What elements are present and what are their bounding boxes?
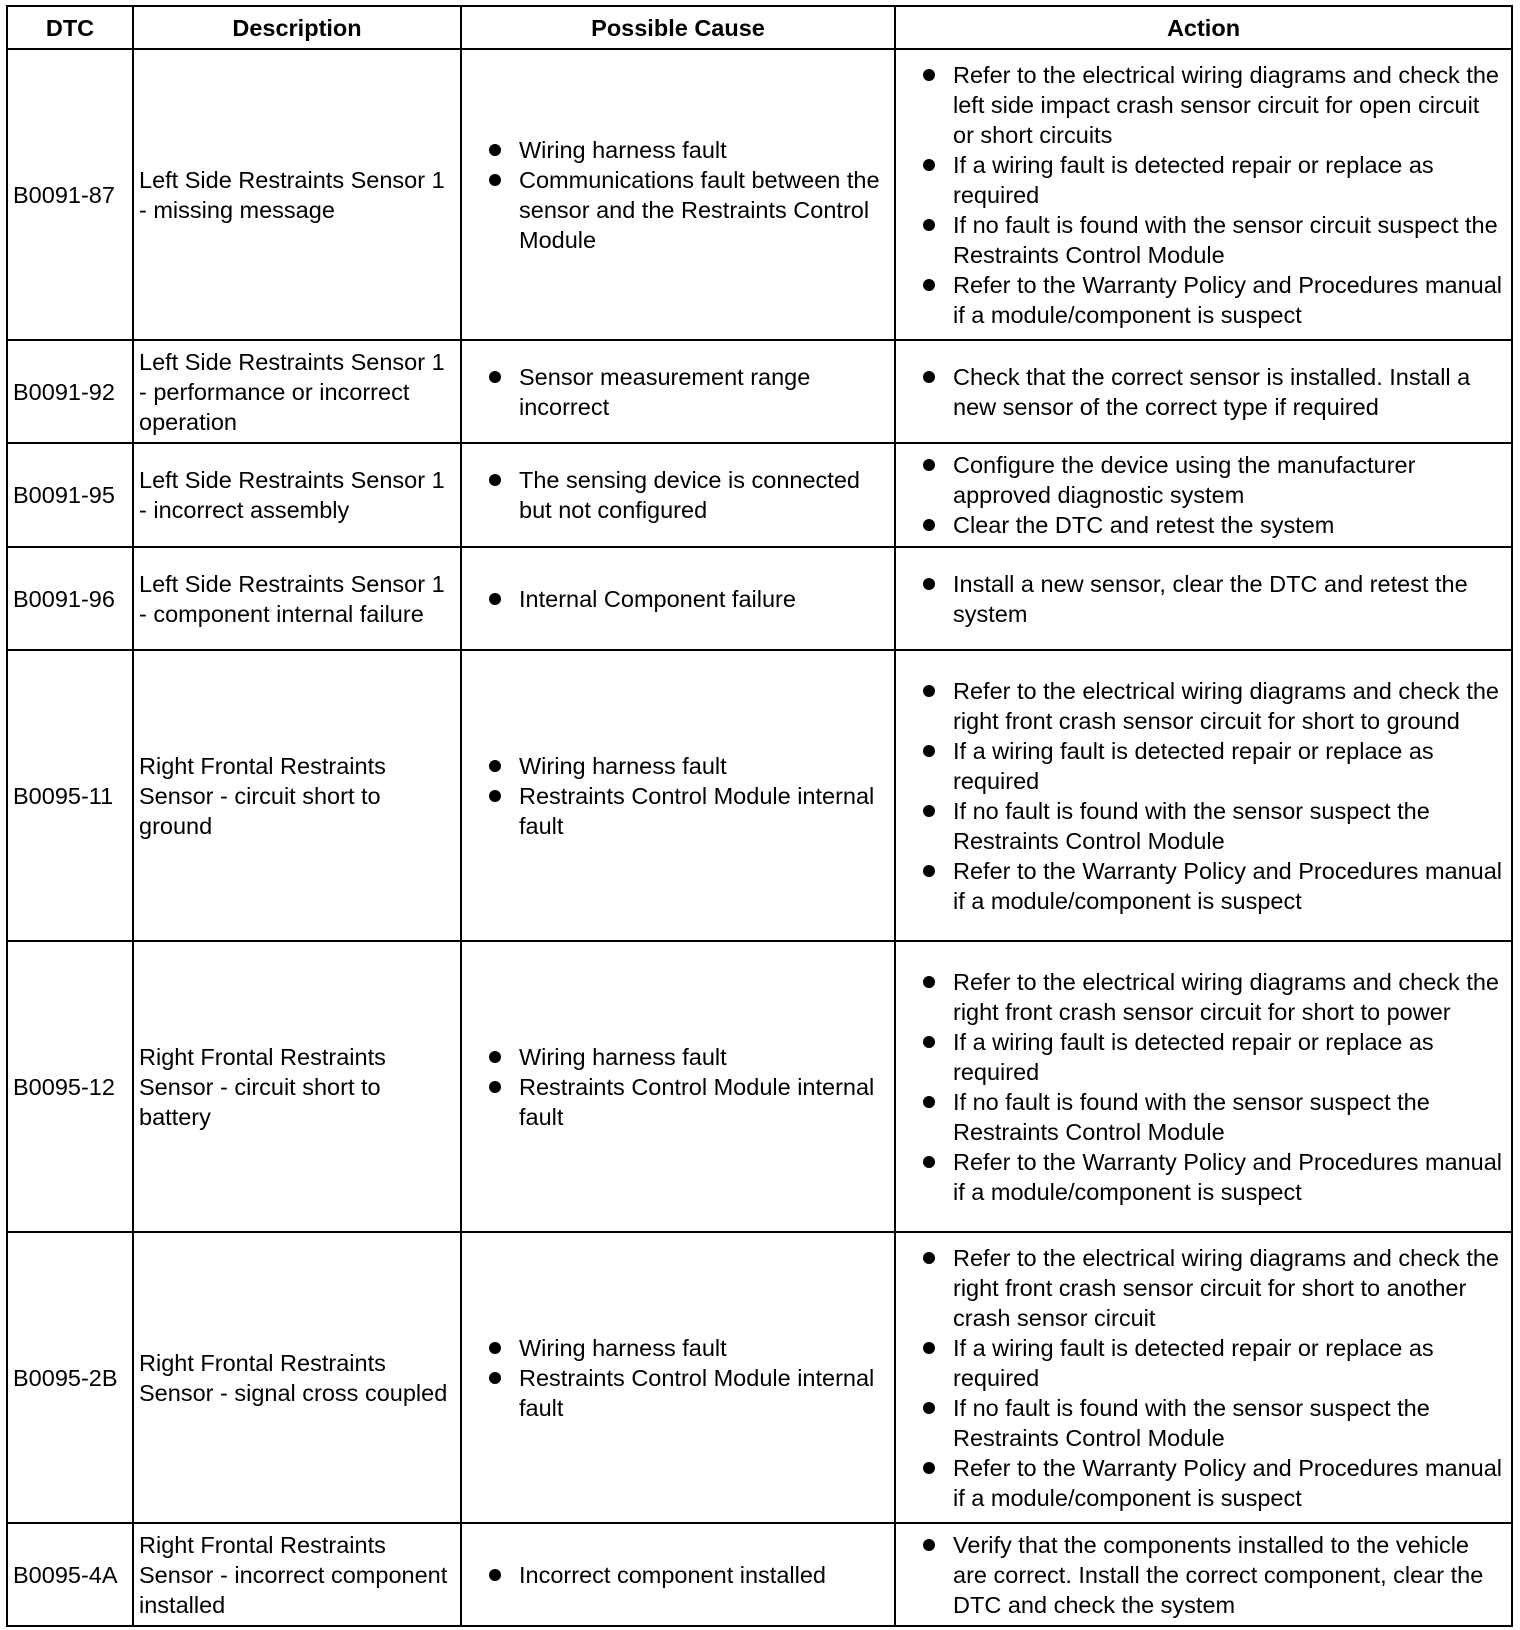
- action-item: If a wiring fault is detected repair or replace as required: [901, 1333, 1506, 1393]
- action-item: If a wiring fault is detected repair or replace as required: [901, 1027, 1506, 1087]
- action-item: Verify that the components installed to the vehicle are correct. Install the correct component, clear the DTC and check the system: [901, 1530, 1506, 1620]
- possible-cause-cell: [461, 1232, 895, 1523]
- action-list: [901, 450, 1506, 540]
- action-cell: [895, 1232, 1512, 1523]
- action-cell: [895, 547, 1512, 650]
- dtc-description: Right Frontal Restraints Sensor - incorrect component installed: [133, 1523, 461, 1626]
- table-row: [7, 1523, 1512, 1626]
- possible-cause-item: Wiring harness fault: [467, 1333, 889, 1363]
- action-item: If no fault is found with the sensor suspect the Restraints Control Module: [901, 796, 1506, 856]
- dtc-description: Left Side Restraints Sensor 1 - missing message: [133, 49, 461, 340]
- possible-cause-item: Incorrect component installed: [467, 1560, 889, 1590]
- action-item: If a wiring fault is detected repair or replace as required: [901, 736, 1506, 796]
- possible-cause-list: [467, 751, 889, 841]
- action-cell: [895, 650, 1512, 941]
- action-item: Refer to the electrical wiring diagrams and check the right front crash sensor circuit for short to power: [901, 967, 1506, 1027]
- action-list: [901, 1243, 1506, 1513]
- table-row: [7, 49, 1512, 340]
- dtc-code: B0095-11: [7, 650, 133, 941]
- action-item: Refer to the electrical wiring diagrams and check the right front crash sensor circuit for short to ground: [901, 676, 1506, 736]
- dtc-description: Left Side Restraints Sensor 1 - component internal failure: [133, 547, 461, 650]
- dtc-description: Left Side Restraints Sensor 1 - performance or incorrect operation: [133, 340, 461, 443]
- action-item: Refer to the electrical wiring diagrams and check the left side impact crash sensor circuit for open circuit or short circuits: [901, 60, 1506, 150]
- possible-cause-list: [467, 465, 889, 525]
- action-cell: [895, 49, 1512, 340]
- dtc-description: Right Frontal Restraints Sensor - circuit short to battery: [133, 941, 461, 1232]
- possible-cause-cell: [461, 49, 895, 340]
- action-item: Configure the device using the manufacturer approved diagnostic system: [901, 450, 1506, 510]
- action-cell: [895, 941, 1512, 1232]
- action-cell: [895, 340, 1512, 443]
- possible-cause-item: The sensing device is connected but not configured: [467, 465, 889, 525]
- possible-cause-cell: [461, 1523, 895, 1626]
- possible-cause-cell: [461, 650, 895, 941]
- possible-cause-item: Communications fault between the sensor and the Restraints Control Module: [467, 165, 889, 255]
- table-row: [7, 941, 1512, 1232]
- table-row: [7, 340, 1512, 443]
- action-item: Refer to the electrical wiring diagrams and check the right front crash sensor circuit for short to another crash sensor circuit: [901, 1243, 1506, 1333]
- dtc-code: B0095-2B: [7, 1232, 133, 1523]
- possible-cause-item: Wiring harness fault: [467, 751, 889, 781]
- possible-cause-item: Wiring harness fault: [467, 135, 889, 165]
- action-item: If a wiring fault is detected repair or replace as required: [901, 150, 1506, 210]
- action-item: Refer to the Warranty Policy and Procedures manual if a module/component is suspect: [901, 1453, 1506, 1513]
- dtc-code: B0095-12: [7, 941, 133, 1232]
- dtc-code: B0095-4A: [7, 1523, 133, 1626]
- dtc-description: Left Side Restraints Sensor 1 - incorrect assembly: [133, 443, 461, 547]
- dtc-description: Right Frontal Restraints Sensor - circuit short to ground: [133, 650, 461, 941]
- dtc-code: B0091-95: [7, 443, 133, 547]
- dtc-code: B0091-96: [7, 547, 133, 650]
- possible-cause-item: Restraints Control Module internal fault: [467, 1072, 889, 1132]
- dtc-code: B0091-87: [7, 49, 133, 340]
- header-description: Description: [133, 6, 461, 49]
- action-item: If no fault is found with the sensor suspect the Restraints Control Module: [901, 1393, 1506, 1453]
- action-item: Refer to the Warranty Policy and Procedures manual if a module/component is suspect: [901, 856, 1506, 916]
- possible-cause-item: Restraints Control Module internal fault: [467, 1363, 889, 1423]
- action-item: If no fault is found with the sensor suspect the Restraints Control Module: [901, 1087, 1506, 1147]
- action-list: [901, 1530, 1506, 1620]
- dtc-table: [6, 5, 1513, 1627]
- action-cell: [895, 1523, 1512, 1626]
- action-item: If no fault is found with the sensor circuit suspect the Restraints Control Module: [901, 210, 1506, 270]
- action-item: Refer to the Warranty Policy and Procedures manual if a module/component is suspect: [901, 270, 1506, 330]
- action-cell: [895, 443, 1512, 547]
- header-action: Action: [895, 6, 1512, 49]
- action-list: [901, 60, 1506, 330]
- action-list: [901, 967, 1506, 1207]
- possible-cause-list: [467, 362, 889, 422]
- possible-cause-item: Wiring harness fault: [467, 1042, 889, 1072]
- action-item: Install a new sensor, clear the DTC and retest the system: [901, 569, 1506, 629]
- action-list: [901, 676, 1506, 916]
- dtc-description: Right Frontal Restraints Sensor - signal cross coupled: [133, 1232, 461, 1523]
- possible-cause-list: [467, 1042, 889, 1132]
- possible-cause-item: Restraints Control Module internal fault: [467, 781, 889, 841]
- action-list: [901, 569, 1506, 629]
- possible-cause-list: [467, 135, 889, 255]
- possible-cause-list: [467, 1560, 889, 1590]
- table-row: [7, 650, 1512, 941]
- possible-cause-item: Sensor measurement range incorrect: [467, 362, 889, 422]
- action-item: Clear the DTC and retest the system: [901, 510, 1506, 540]
- possible-cause-cell: [461, 547, 895, 650]
- possible-cause-item: Internal Component failure: [467, 584, 889, 614]
- action-list: [901, 362, 1506, 422]
- possible-cause-list: [467, 1333, 889, 1423]
- table-row: [7, 443, 1512, 547]
- possible-cause-cell: [461, 340, 895, 443]
- table-row: [7, 1232, 1512, 1523]
- table-row: [7, 547, 1512, 650]
- dtc-code: B0091-92: [7, 340, 133, 443]
- possible-cause-cell: [461, 443, 895, 547]
- header-possible-cause: Possible Cause: [461, 6, 895, 49]
- table-body: [7, 49, 1512, 1626]
- action-item: Check that the correct sensor is installed. Install a new sensor of the correct type if required: [901, 362, 1506, 422]
- action-item: Refer to the Warranty Policy and Procedures manual if a module/component is suspect: [901, 1147, 1506, 1207]
- possible-cause-list: [467, 584, 889, 614]
- header-dtc: DTC: [7, 6, 133, 49]
- possible-cause-cell: [461, 941, 895, 1232]
- table-header-row: [7, 6, 1512, 49]
